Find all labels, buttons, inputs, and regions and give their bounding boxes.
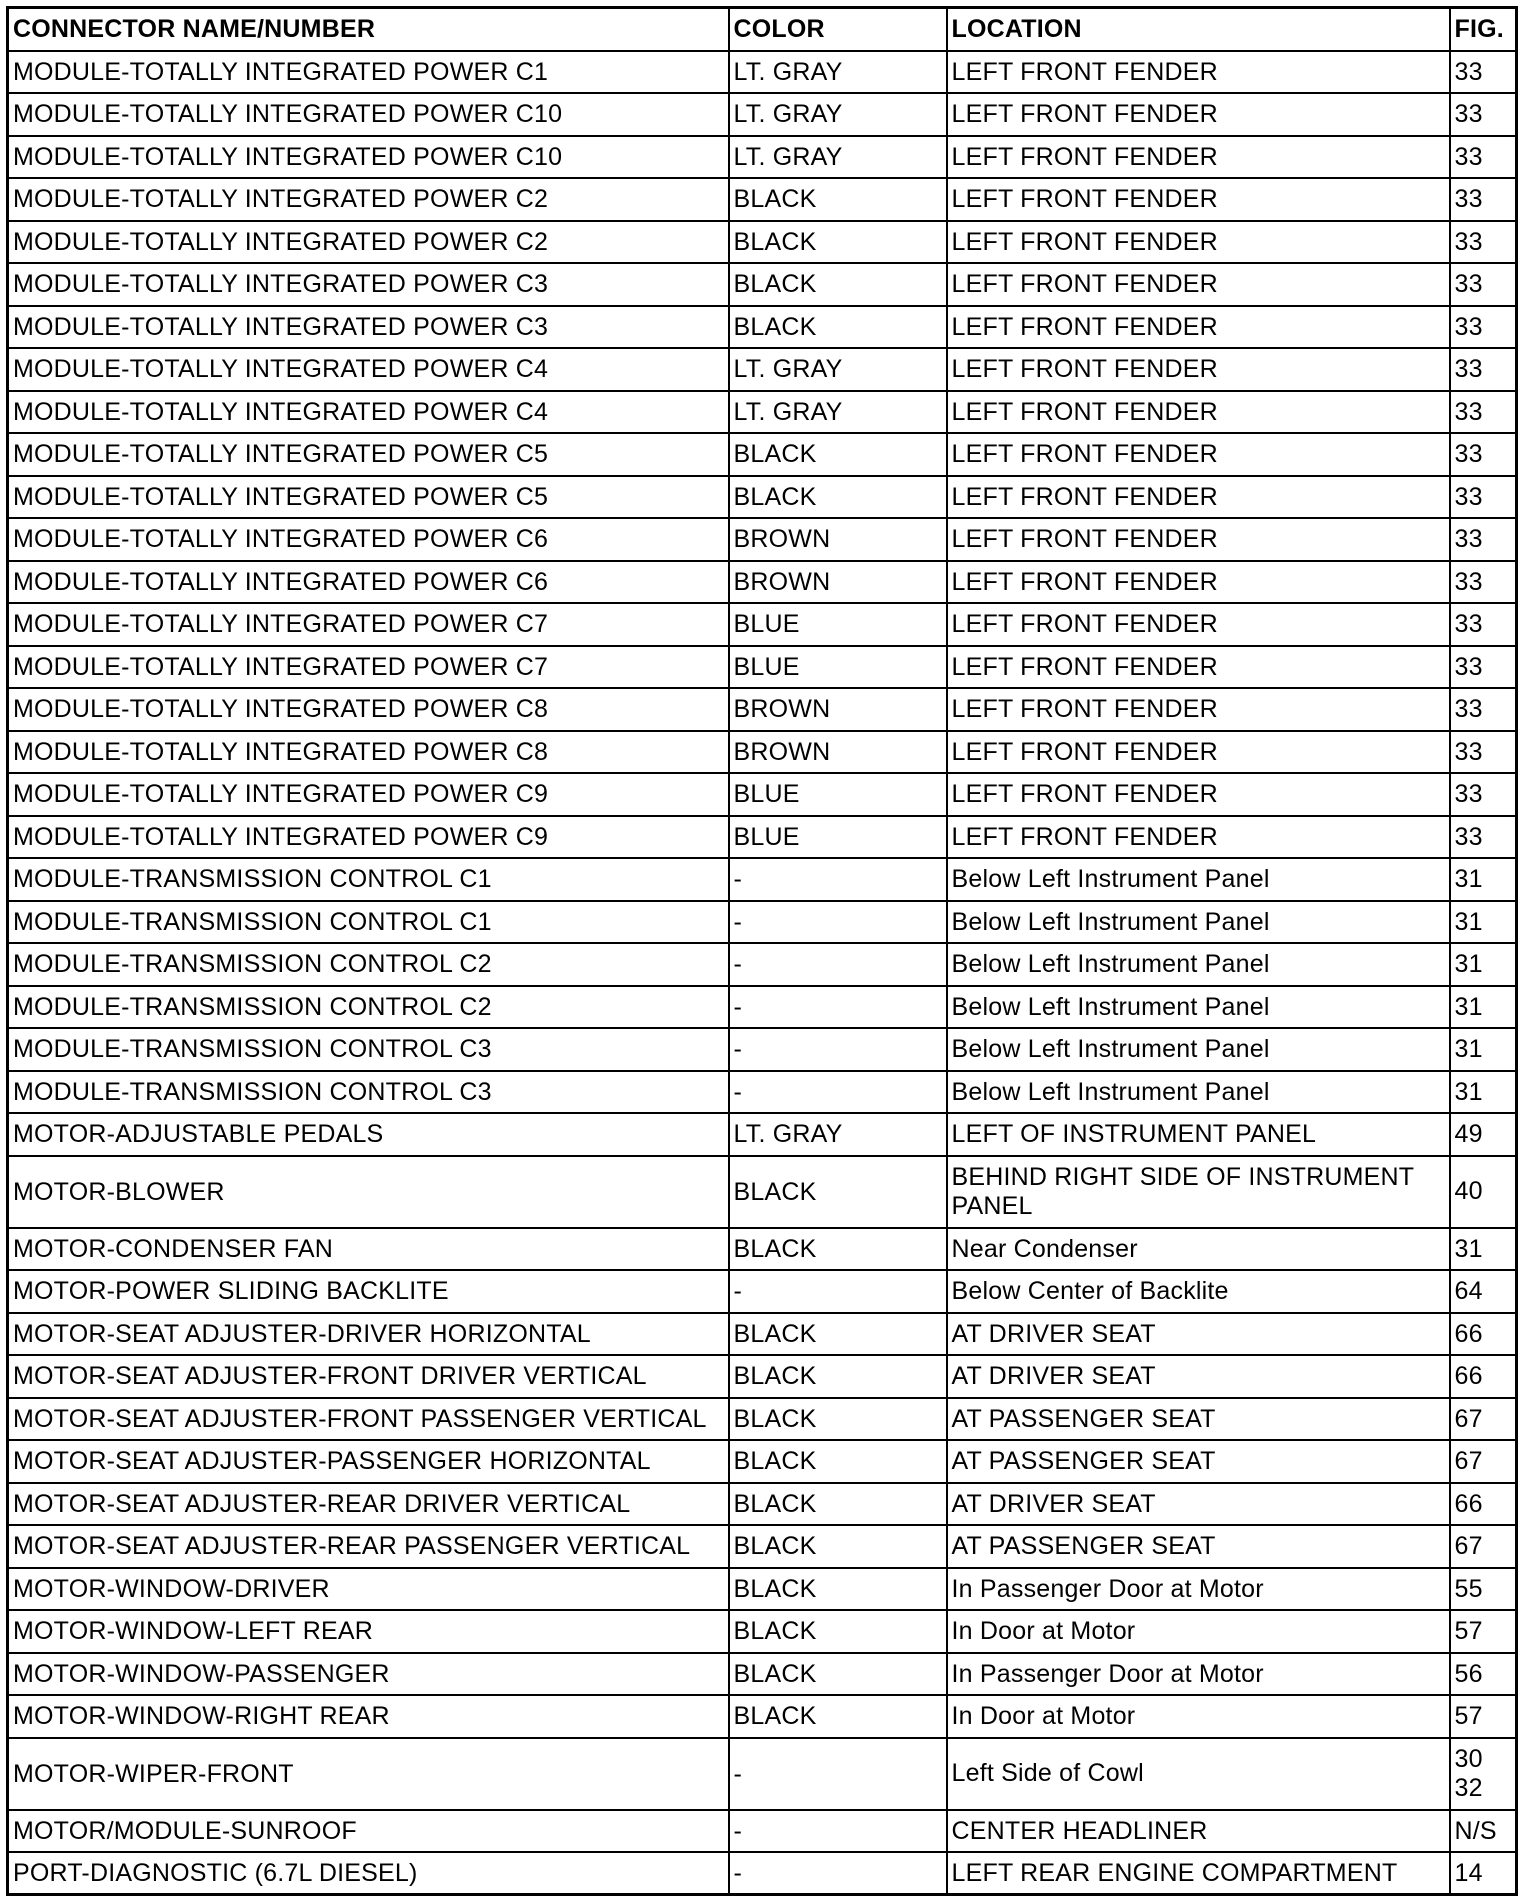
cell-color: BLACK	[729, 1653, 947, 1696]
cell-location: LEFT FRONT FENDER	[947, 646, 1450, 689]
cell-location: In Door at Motor	[947, 1610, 1450, 1653]
cell-connector-name: MOTOR-BLOWER	[8, 1156, 729, 1228]
cell-connector-name: MOTOR-SEAT ADJUSTER-DRIVER HORIZONTAL	[8, 1313, 729, 1356]
cell-location: AT DRIVER SEAT	[947, 1313, 1450, 1356]
cell-color: BLACK	[729, 1156, 947, 1228]
cell-color: LT. GRAY	[729, 136, 947, 179]
cell-connector-name: MODULE-TOTALLY INTEGRATED POWER C7	[8, 603, 729, 646]
connector-table	[6, 6, 1518, 1896]
cell-connector-name: MODULE-TRANSMISSION CONTROL C1	[8, 858, 729, 901]
cell-color: -	[729, 1852, 947, 1895]
table-row	[8, 1156, 1517, 1228]
cell-connector-name: MODULE-TRANSMISSION CONTROL C3	[8, 1028, 729, 1071]
cell-location: AT DRIVER SEAT	[947, 1483, 1450, 1526]
cell-fig: 67	[1450, 1525, 1517, 1568]
cell-color: BROWN	[729, 561, 947, 604]
cell-fig: 33	[1450, 221, 1517, 264]
cell-connector-name: MODULE-TOTALLY INTEGRATED POWER C4	[8, 391, 729, 434]
cell-location: Below Left Instrument Panel	[947, 858, 1450, 901]
cell-fig: 33	[1450, 263, 1517, 306]
cell-location: LEFT FRONT FENDER	[947, 561, 1450, 604]
cell-location: Below Left Instrument Panel	[947, 1071, 1450, 1114]
table-row	[8, 1313, 1517, 1356]
cell-location: LEFT FRONT FENDER	[947, 221, 1450, 264]
cell-location: LEFT REAR ENGINE COMPARTMENT	[947, 1852, 1450, 1895]
cell-fig: 33	[1450, 93, 1517, 136]
cell-fig: 33	[1450, 816, 1517, 859]
table-row	[8, 901, 1517, 944]
cell-connector-name: MOTOR-CONDENSER FAN	[8, 1228, 729, 1271]
cell-color: BLACK	[729, 1483, 947, 1526]
cell-connector-name: MOTOR-WINDOW-LEFT REAR	[8, 1610, 729, 1653]
cell-color: BLACK	[729, 263, 947, 306]
table-row	[8, 306, 1517, 349]
cell-location: LEFT FRONT FENDER	[947, 348, 1450, 391]
header-location: LOCATION	[947, 8, 1450, 51]
cell-connector-name: MODULE-TOTALLY INTEGRATED POWER C9	[8, 816, 729, 859]
table-row	[8, 433, 1517, 476]
cell-location: In Passenger Door at Motor	[947, 1653, 1450, 1696]
table-row	[8, 1440, 1517, 1483]
cell-connector-name: MODULE-TOTALLY INTEGRATED POWER C8	[8, 688, 729, 731]
cell-fig: 33	[1450, 51, 1517, 94]
cell-color: -	[729, 1028, 947, 1071]
cell-fig: 66	[1450, 1355, 1517, 1398]
cell-location: LEFT FRONT FENDER	[947, 136, 1450, 179]
cell-connector-name: MODULE-TOTALLY INTEGRATED POWER C10	[8, 93, 729, 136]
cell-connector-name: MODULE-TOTALLY INTEGRATED POWER C1	[8, 51, 729, 94]
cell-location: LEFT FRONT FENDER	[947, 391, 1450, 434]
cell-fig: 56	[1450, 1653, 1517, 1696]
cell-connector-name: MOTOR-WINDOW-PASSENGER	[8, 1653, 729, 1696]
cell-connector-name: MODULE-TOTALLY INTEGRATED POWER C10	[8, 136, 729, 179]
cell-color: BLACK	[729, 1228, 947, 1271]
table-row	[8, 1738, 1517, 1810]
cell-connector-name: MODULE-TOTALLY INTEGRATED POWER C5	[8, 476, 729, 519]
table-row	[8, 561, 1517, 604]
cell-fig: 67	[1450, 1440, 1517, 1483]
cell-fig: 33	[1450, 646, 1517, 689]
cell-connector-name: PORT-DIAGNOSTIC (6.7L DIESEL)	[8, 1852, 729, 1895]
cell-color: BLACK	[729, 1695, 947, 1738]
cell-color: LT. GRAY	[729, 1113, 947, 1156]
cell-location: LEFT FRONT FENDER	[947, 688, 1450, 731]
cell-fig: 33	[1450, 518, 1517, 561]
cell-fig: 66	[1450, 1313, 1517, 1356]
cell-fig: 33	[1450, 348, 1517, 391]
table-row	[8, 93, 1517, 136]
table-row	[8, 1355, 1517, 1398]
cell-fig: 31	[1450, 986, 1517, 1029]
table-body	[8, 51, 1517, 1895]
cell-location: In Door at Motor	[947, 1695, 1450, 1738]
cell-color: -	[729, 986, 947, 1029]
header-color: COLOR	[729, 8, 947, 51]
cell-color: BLACK	[729, 476, 947, 519]
cell-fig: 49	[1450, 1113, 1517, 1156]
cell-fig: 57	[1450, 1695, 1517, 1738]
table-row	[8, 986, 1517, 1029]
cell-fig: 55	[1450, 1568, 1517, 1611]
cell-connector-name: MOTOR-ADJUSTABLE PEDALS	[8, 1113, 729, 1156]
cell-connector-name: MODULE-TOTALLY INTEGRATED POWER C5	[8, 433, 729, 476]
cell-fig: 31	[1450, 901, 1517, 944]
cell-color: BLACK	[729, 1525, 947, 1568]
cell-fig: 66	[1450, 1483, 1517, 1526]
table-row	[8, 178, 1517, 221]
cell-fig: 67	[1450, 1398, 1517, 1441]
cell-color: LT. GRAY	[729, 391, 947, 434]
cell-connector-name: MODULE-TOTALLY INTEGRATED POWER C9	[8, 773, 729, 816]
cell-fig: 31	[1450, 1228, 1517, 1271]
cell-location: Below Left Instrument Panel	[947, 901, 1450, 944]
cell-location: AT DRIVER SEAT	[947, 1355, 1450, 1398]
cell-fig: 31	[1450, 858, 1517, 901]
cell-color: BLUE	[729, 816, 947, 859]
cell-connector-name: MODULE-TOTALLY INTEGRATED POWER C6	[8, 518, 729, 561]
cell-connector-name: MOTOR-SEAT ADJUSTER-REAR DRIVER VERTICAL	[8, 1483, 729, 1526]
cell-connector-name: MODULE-TOTALLY INTEGRATED POWER C7	[8, 646, 729, 689]
cell-fig: 14	[1450, 1852, 1517, 1895]
cell-location: AT PASSENGER SEAT	[947, 1525, 1450, 1568]
cell-location: LEFT FRONT FENDER	[947, 518, 1450, 561]
cell-color: -	[729, 943, 947, 986]
table-row	[8, 136, 1517, 179]
cell-location: LEFT FRONT FENDER	[947, 51, 1450, 94]
cell-location: LEFT FRONT FENDER	[947, 731, 1450, 774]
table-row	[8, 1525, 1517, 1568]
cell-location: Left Side of Cowl	[947, 1738, 1450, 1810]
cell-location: LEFT FRONT FENDER	[947, 476, 1450, 519]
cell-color: BROWN	[729, 731, 947, 774]
cell-color: -	[729, 1738, 947, 1810]
table-row	[8, 518, 1517, 561]
header-connector-name: CONNECTOR NAME/NUMBER	[8, 8, 729, 51]
cell-fig: 31	[1450, 1071, 1517, 1114]
cell-color: BLUE	[729, 603, 947, 646]
table-row	[8, 391, 1517, 434]
cell-location: Below Center of Backlite	[947, 1270, 1450, 1313]
cell-fig: 33	[1450, 561, 1517, 604]
table-row	[8, 221, 1517, 264]
cell-location: AT PASSENGER SEAT	[947, 1440, 1450, 1483]
cell-fig: N/S	[1450, 1810, 1517, 1853]
cell-location: LEFT FRONT FENDER	[947, 773, 1450, 816]
table-row	[8, 858, 1517, 901]
cell-fig: 33	[1450, 476, 1517, 519]
cell-location: Below Left Instrument Panel	[947, 943, 1450, 986]
cell-fig: 33	[1450, 306, 1517, 349]
cell-fig: 33	[1450, 731, 1517, 774]
cell-color: LT. GRAY	[729, 348, 947, 391]
table-row	[8, 773, 1517, 816]
cell-color: BLACK	[729, 221, 947, 264]
cell-color: BLACK	[729, 1398, 947, 1441]
cell-connector-name: MODULE-TOTALLY INTEGRATED POWER C8	[8, 731, 729, 774]
cell-fig: 31	[1450, 1028, 1517, 1071]
cell-location: BEHIND RIGHT SIDE OF INSTRUMENT PANEL	[947, 1156, 1450, 1228]
cell-connector-name: MODULE-TRANSMISSION CONTROL C2	[8, 986, 729, 1029]
table-row	[8, 1113, 1517, 1156]
cell-location: LEFT FRONT FENDER	[947, 433, 1450, 476]
cell-connector-name: MODULE-TRANSMISSION CONTROL C2	[8, 943, 729, 986]
cell-fig: 33	[1450, 773, 1517, 816]
cell-color: BLACK	[729, 433, 947, 476]
cell-color: BLUE	[729, 646, 947, 689]
cell-fig: 64	[1450, 1270, 1517, 1313]
table-row	[8, 603, 1517, 646]
cell-color: BLACK	[729, 1568, 947, 1611]
cell-connector-name: MOTOR-SEAT ADJUSTER-REAR PASSENGER VERTICAL	[8, 1525, 729, 1568]
cell-location: Below Left Instrument Panel	[947, 986, 1450, 1029]
cell-color: BLACK	[729, 1440, 947, 1483]
table-row	[8, 1228, 1517, 1271]
cell-connector-name: MOTOR-SEAT ADJUSTER-PASSENGER HORIZONTAL	[8, 1440, 729, 1483]
cell-color: BROWN	[729, 688, 947, 731]
cell-connector-name: MOTOR-WINDOW-RIGHT REAR	[8, 1695, 729, 1738]
cell-connector-name: MODULE-TRANSMISSION CONTROL C1	[8, 901, 729, 944]
cell-connector-name: MOTOR-SEAT ADJUSTER-FRONT DRIVER VERTICAL	[8, 1355, 729, 1398]
cell-color: -	[729, 901, 947, 944]
cell-color: LT. GRAY	[729, 93, 947, 136]
cell-location: LEFT FRONT FENDER	[947, 603, 1450, 646]
cell-fig: 33	[1450, 433, 1517, 476]
table-row	[8, 1071, 1517, 1114]
cell-connector-name: MOTOR-SEAT ADJUSTER-FRONT PASSENGER VERTICAL	[8, 1398, 729, 1441]
cell-color: LT. GRAY	[729, 51, 947, 94]
table-row	[8, 51, 1517, 94]
cell-color: BLUE	[729, 773, 947, 816]
table-row	[8, 1653, 1517, 1696]
cell-location: LEFT FRONT FENDER	[947, 93, 1450, 136]
cell-connector-name: MODULE-TRANSMISSION CONTROL C3	[8, 1071, 729, 1114]
cell-fig: 33	[1450, 688, 1517, 731]
cell-connector-name: MOTOR-POWER SLIDING BACKLITE	[8, 1270, 729, 1313]
cell-connector-name: MODULE-TOTALLY INTEGRATED POWER C3	[8, 306, 729, 349]
cell-fig: 57	[1450, 1610, 1517, 1653]
table-row	[8, 1568, 1517, 1611]
cell-color: -	[729, 858, 947, 901]
table-row	[8, 1852, 1517, 1895]
cell-fig: 33	[1450, 178, 1517, 221]
table-row	[8, 263, 1517, 306]
table-row	[8, 1810, 1517, 1853]
connector-table-sheet	[6, 6, 1515, 1896]
header-fig: FIG.	[1450, 8, 1517, 51]
table-row	[8, 816, 1517, 859]
cell-connector-name: MODULE-TOTALLY INTEGRATED POWER C2	[8, 221, 729, 264]
cell-color: -	[729, 1270, 947, 1313]
table-row	[8, 688, 1517, 731]
table-row	[8, 943, 1517, 986]
cell-color: BLACK	[729, 1355, 947, 1398]
cell-fig: 33	[1450, 603, 1517, 646]
cell-fig: 30 32	[1450, 1738, 1517, 1810]
cell-color: BLACK	[729, 1313, 947, 1356]
table-row	[8, 1483, 1517, 1526]
cell-connector-name: MODULE-TOTALLY INTEGRATED POWER C4	[8, 348, 729, 391]
cell-connector-name: MODULE-TOTALLY INTEGRATED POWER C2	[8, 178, 729, 221]
table-header	[8, 8, 1517, 51]
table-row	[8, 476, 1517, 519]
cell-connector-name: MOTOR/MODULE-SUNROOF	[8, 1810, 729, 1853]
cell-connector-name: MODULE-TOTALLY INTEGRATED POWER C6	[8, 561, 729, 604]
cell-location: AT PASSENGER SEAT	[947, 1398, 1450, 1441]
cell-location: Below Left Instrument Panel	[947, 1028, 1450, 1071]
cell-color: -	[729, 1810, 947, 1853]
cell-fig: 40	[1450, 1156, 1517, 1228]
cell-color: BLACK	[729, 306, 947, 349]
cell-fig: 33	[1450, 136, 1517, 179]
cell-location: CENTER HEADLINER	[947, 1810, 1450, 1853]
cell-location: LEFT OF INSTRUMENT PANEL	[947, 1113, 1450, 1156]
cell-fig: 31	[1450, 943, 1517, 986]
table-row	[8, 1398, 1517, 1441]
cell-connector-name: MODULE-TOTALLY INTEGRATED POWER C3	[8, 263, 729, 306]
cell-location: In Passenger Door at Motor	[947, 1568, 1450, 1611]
cell-location: Near Condenser	[947, 1228, 1450, 1271]
cell-connector-name: MOTOR-WINDOW-DRIVER	[8, 1568, 729, 1611]
cell-color: BLACK	[729, 178, 947, 221]
cell-connector-name: MOTOR-WIPER-FRONT	[8, 1738, 729, 1810]
cell-location: LEFT FRONT FENDER	[947, 306, 1450, 349]
table-row	[8, 1270, 1517, 1313]
header-row	[8, 8, 1517, 51]
cell-color: -	[729, 1071, 947, 1114]
cell-location: LEFT FRONT FENDER	[947, 263, 1450, 306]
cell-location: LEFT FRONT FENDER	[947, 178, 1450, 221]
table-row	[8, 348, 1517, 391]
cell-location: LEFT FRONT FENDER	[947, 816, 1450, 859]
table-row	[8, 646, 1517, 689]
table-row	[8, 731, 1517, 774]
table-row	[8, 1610, 1517, 1653]
cell-color: BLACK	[729, 1610, 947, 1653]
table-row	[8, 1695, 1517, 1738]
cell-color: BROWN	[729, 518, 947, 561]
table-row	[8, 1028, 1517, 1071]
cell-fig: 33	[1450, 391, 1517, 434]
